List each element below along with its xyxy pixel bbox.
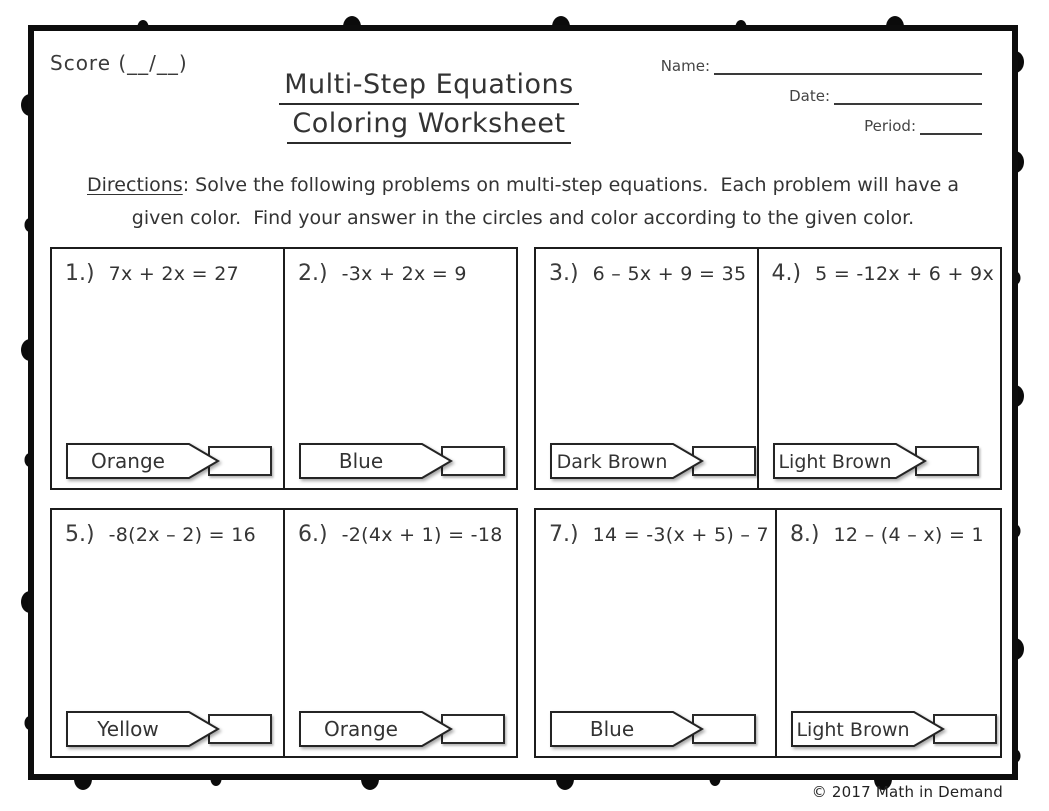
date-blank-line — [834, 90, 982, 105]
color-pennant — [550, 711, 704, 747]
student-info-block — [661, 57, 982, 147]
color-label-row — [66, 711, 272, 747]
problem-header — [777, 510, 1000, 547]
problem-equation: 12 – (4 – x) = 1 — [833, 524, 984, 546]
problem-number: 5.) — [65, 522, 95, 547]
color-label-text: Orange — [324, 717, 398, 741]
period-label: Period: — [864, 117, 916, 135]
color-pennant — [773, 443, 927, 479]
problem-header — [536, 510, 775, 547]
name-blank-line — [714, 60, 982, 75]
color-label-text: Light Brown — [796, 719, 910, 741]
problem-pair-1-2 — [50, 247, 518, 490]
problem-number: 1.) — [65, 261, 95, 286]
color-label-row — [791, 711, 997, 747]
color-pennant — [66, 711, 220, 747]
color-label-text: Light Brown — [777, 451, 892, 473]
problem-header — [536, 249, 757, 286]
problem-equation: -3x + 2x = 9 — [341, 263, 467, 285]
color-label-text: Orange — [91, 449, 165, 473]
color-label-text: Blue — [589, 717, 635, 741]
problem-header — [52, 249, 283, 286]
problem-number: 7.) — [549, 522, 579, 547]
period-blank-line — [920, 120, 982, 135]
problem-cell-2 — [283, 247, 518, 490]
color-pennant — [299, 443, 453, 479]
worksheet-border-frame — [28, 25, 1018, 780]
problem-number: 2.) — [298, 261, 328, 286]
color-label-row — [66, 443, 272, 479]
problem-number: 8.) — [789, 522, 820, 547]
date-label: Date: — [789, 87, 830, 105]
directions-line-2: given color. Find your answer in the circles and color according to the given color. — [131, 207, 915, 229]
problem-cell-6 — [283, 508, 518, 758]
problem-number: 3.) — [549, 261, 579, 286]
problem-pair-3-4 — [534, 247, 1002, 490]
problem-row-2 — [50, 508, 1002, 758]
color-pennant — [550, 443, 704, 479]
problem-cell-4 — [757, 247, 1002, 490]
problem-equation: 5 = -12x + 6 + 9x — [815, 263, 994, 285]
problem-cell-7 — [534, 508, 777, 758]
directions-text — [38, 169, 1008, 235]
color-label-row — [773, 443, 979, 479]
date-line — [661, 87, 982, 105]
color-label-row — [550, 443, 756, 479]
copyright-text: © 2017 Math in Demand — [811, 783, 1003, 801]
problem-header — [52, 510, 283, 547]
problem-header — [285, 249, 516, 286]
worksheet-title — [194, 69, 664, 147]
color-label-text: Dark Brown — [556, 451, 668, 473]
problem-cell-5 — [50, 508, 285, 758]
color-label-text: Blue — [338, 449, 384, 473]
problem-pair-7-8 — [534, 508, 1002, 758]
color-label-row — [299, 711, 505, 747]
problem-equation: -2(4x + 1) = -18 — [341, 524, 503, 546]
color-label-text: Yellow — [97, 717, 159, 741]
title-line-2: Coloring Worksheet — [287, 108, 570, 144]
title-line-1: Multi-Step Equations — [279, 69, 578, 105]
problem-cell-3 — [534, 247, 759, 490]
problem-cell-8 — [775, 508, 1002, 758]
score-label: Score (__/__) — [50, 51, 188, 75]
problem-number: 4.) — [771, 261, 802, 286]
directions-label: Directions — [87, 174, 183, 196]
problem-header — [285, 510, 516, 547]
problem-equation: 14 = -3(x + 5) – 7 — [592, 524, 769, 546]
problem-equation: 6 – 5x + 9 = 35 — [592, 263, 747, 285]
name-label: Name: — [660, 57, 710, 75]
color-pennant — [299, 711, 453, 747]
problem-row-1 — [50, 247, 1002, 490]
problem-cell-1 — [50, 247, 285, 490]
problem-number: 6.) — [298, 522, 328, 547]
problem-pair-5-6 — [50, 508, 518, 758]
color-label-row — [550, 711, 756, 747]
period-line — [661, 117, 982, 135]
color-label-row — [299, 443, 505, 479]
problem-equation: -8(2x – 2) = 16 — [108, 524, 257, 546]
problem-header — [759, 249, 1000, 286]
color-pennant — [791, 711, 945, 747]
name-line — [661, 57, 982, 75]
color-pennant — [66, 443, 220, 479]
directions-rest-line-1: : Solve the following problems on multi-step equations. Each problem will have a — [182, 174, 959, 196]
problem-equation: 7x + 2x = 27 — [108, 263, 240, 285]
